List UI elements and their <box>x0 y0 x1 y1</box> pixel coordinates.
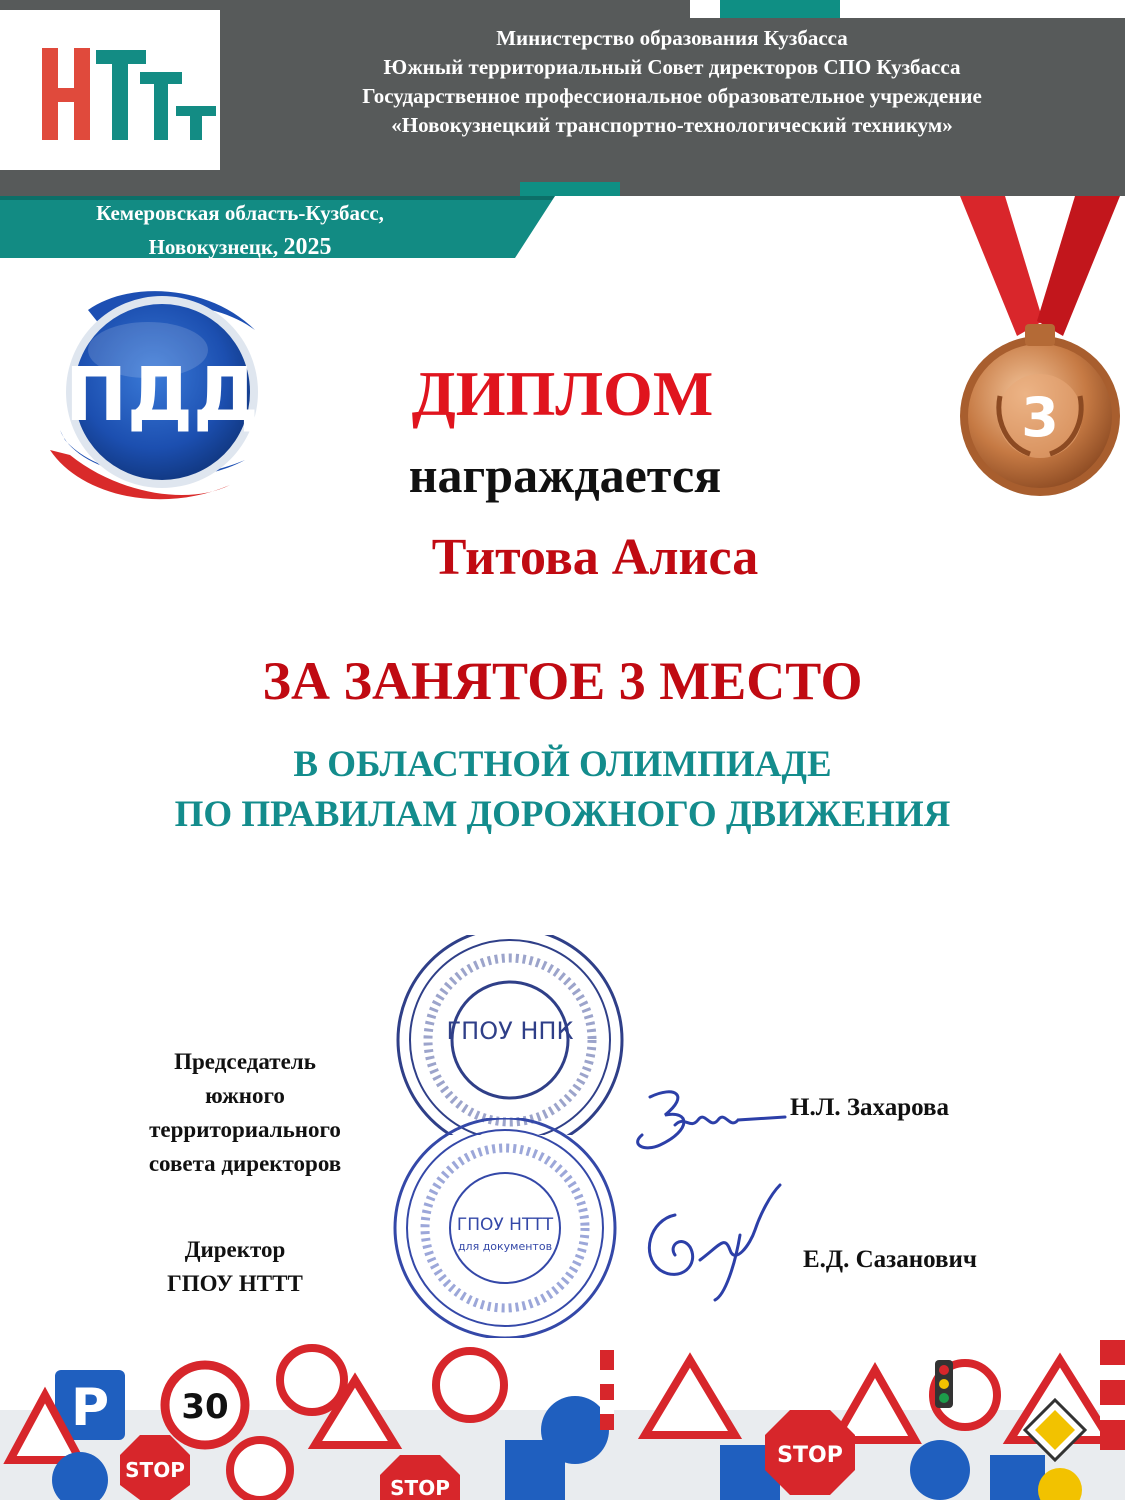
recipient-name: Титова Алиса <box>431 529 759 586</box>
badge-text: ПДД <box>65 352 259 438</box>
organization-block <box>222 24 1122 140</box>
header-teal-accent <box>520 182 620 196</box>
olympiad-line-1: В ОБЛАСТНОЙ ОЛИМПИАДЕ <box>293 744 832 785</box>
chair-name: Н.Л. Захарова <box>790 1094 949 1121</box>
signature-sazanovich-icon <box>630 1175 800 1305</box>
header-top-stripe-accent <box>720 0 840 18</box>
chair-label: Председатель южного территориального совета директоров <box>148 1049 342 1176</box>
logo <box>0 10 220 170</box>
director-name: Е.Д. Сазанович <box>803 1246 978 1273</box>
signature-zakharova-icon <box>620 1075 790 1165</box>
org-line: Государственное профессиональное образовательное учреждение <box>362 84 982 108</box>
stamp-npk-text: ГПОУ НПК <box>446 1017 574 1045</box>
director-label: Директор ГПОУ НТТТ <box>167 1237 303 1296</box>
place-line: ЗА ЗАНЯТОЕ 3 МЕСТО <box>262 651 863 711</box>
svg-text:НТТТ: НТТТ <box>2 167 8 169</box>
stamp-nttt-subtext: для документов <box>457 1240 553 1253</box>
location-city-year: Новокузнецк, 2025 <box>148 234 332 260</box>
location-text <box>0 196 480 264</box>
awarded-label: награждается <box>408 447 722 503</box>
org-line: «Новокузнецкий транспортно-технологический техникум» <box>391 113 953 137</box>
stop-sign-text-3: STOP <box>777 1443 843 1468</box>
stamp-nttt <box>380 1118 630 1338</box>
location-region: Кемеровская область-Кузбасс, <box>96 201 384 225</box>
bronze-medal-icon <box>945 196 1125 506</box>
stop-sign-text-2: STOP <box>390 1476 450 1500</box>
svg-text:P: P <box>70 1378 110 1438</box>
org-line: Южный территориальный Совет директоров СПО Кузбасса <box>383 55 961 79</box>
olympiad-line-2: ПО ПРАВИЛАМ ДОРОЖНОГО ДВИЖЕНИЯ <box>174 794 951 835</box>
road-signs-strip <box>0 1340 1125 1500</box>
stamp-npk <box>385 935 635 1135</box>
stop-sign-text-1: STOP <box>125 1458 185 1482</box>
medal-number: 3 <box>1021 386 1059 449</box>
speed-limit-text: 30 <box>181 1387 229 1427</box>
org-line: Министерство образования Кузбасса <box>496 26 848 50</box>
diploma-title: ДИПЛОМ <box>411 358 714 429</box>
stamp-nttt-text: ГПОУ НТТТ <box>456 1215 554 1235</box>
pdd-badge <box>40 280 280 510</box>
nttt-logo-icon <box>0 10 220 170</box>
